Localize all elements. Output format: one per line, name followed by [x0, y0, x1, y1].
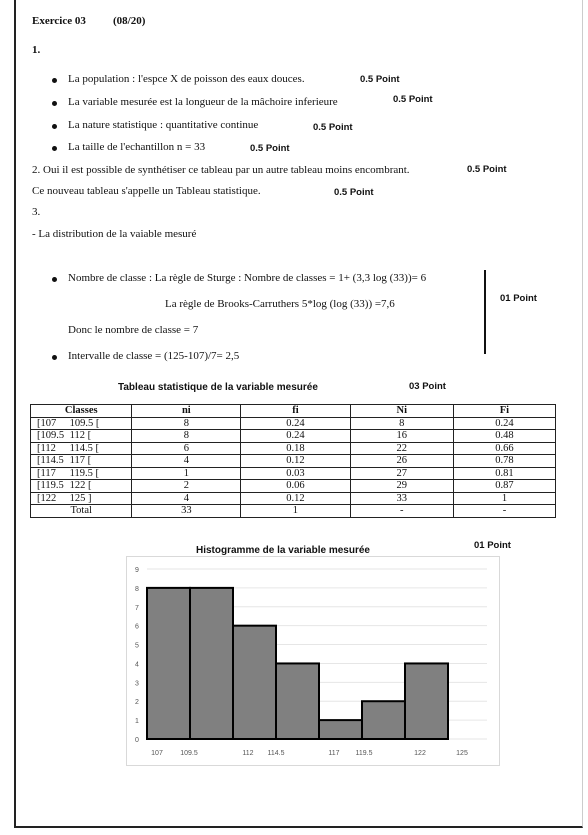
- class-cell: [112 114.5 [: [31, 442, 132, 455]
- x-tick-label: 122: [414, 750, 426, 757]
- y-tick-label: 4: [135, 661, 139, 669]
- histogram-bar: [405, 663, 448, 739]
- histogram-chart: [127, 557, 499, 765]
- q2-points-1: 0.5 Point: [467, 164, 507, 175]
- fi-cell: 0.12: [241, 455, 350, 468]
- ni-cell: 8: [132, 430, 241, 443]
- table-title: Tableau statistique de la variable mesurée: [118, 382, 318, 393]
- bullet-icon: [52, 355, 57, 360]
- col-classes: Classes: [31, 405, 132, 418]
- class-cell: [114.5 117 [: [31, 455, 132, 468]
- bullet-icon: [52, 124, 57, 129]
- histogram-chart-box: [126, 556, 500, 766]
- x-tick-label: 125: [456, 750, 468, 757]
- Ni-cell: 27: [350, 467, 453, 480]
- table-row: [31, 455, 556, 468]
- histogram-bar: [233, 626, 276, 739]
- ni-cell: 4: [132, 455, 241, 468]
- table-row: [31, 492, 556, 505]
- brooks-rule: La règle de Brooks-Carruthers 5*log (log (33)) =7,6: [165, 298, 395, 310]
- x-tick-label: 114.5: [267, 750, 285, 757]
- q1-sample-size: La taille de l'echantillon n = 33: [68, 141, 206, 153]
- y-tick-label: 3: [135, 680, 139, 688]
- y-tick-label: 0: [135, 737, 139, 744]
- histogram-bar: [362, 701, 405, 739]
- q2-points-2: 0.5 Point: [334, 187, 374, 198]
- class-count: Donc le nombre de classe = 7: [68, 324, 199, 336]
- fi-cell: 0.24: [241, 430, 350, 443]
- ni-cell: 1: [132, 467, 241, 480]
- total-label: Total: [31, 505, 132, 518]
- bullet-icon: [52, 277, 57, 282]
- Fi-cell: 0.87: [453, 480, 555, 493]
- statistical-table: [30, 404, 556, 518]
- bullet-icon: [52, 101, 57, 106]
- bracket-line: [484, 270, 486, 354]
- table-row: [31, 442, 556, 455]
- ni-cell: 2: [132, 480, 241, 493]
- q2-answer: 2. Oui il est possible de synthétiser ce tableau par un autre tableau moins encombrant.: [32, 164, 410, 176]
- histogram-bar: [147, 588, 190, 739]
- table-total-row: [31, 505, 556, 518]
- y-tick-label: 7: [135, 604, 139, 612]
- Ni-cell: 26: [350, 455, 453, 468]
- Ni-cell: 8: [350, 417, 453, 430]
- q1-population: La population : l'espce X de poisson des eaux douces.: [68, 73, 305, 85]
- ni-cell: 4: [132, 492, 241, 505]
- table-row: [31, 467, 556, 480]
- Ni-cell: 33: [350, 492, 453, 505]
- table-row: [31, 417, 556, 430]
- histogram-bar: [319, 720, 362, 739]
- histogram-bar: [276, 663, 319, 739]
- ni-cell: 6: [132, 442, 241, 455]
- q1-points-3: 0.5 Point: [313, 122, 353, 133]
- q3-points: 01 Point: [500, 293, 537, 304]
- total-Fi: -: [453, 505, 555, 518]
- class-cell: [119.5 122 [: [31, 480, 132, 493]
- y-tick-label: 5: [135, 642, 139, 650]
- Fi-cell: 0.48: [453, 430, 555, 443]
- Fi-cell: 0.81: [453, 467, 555, 480]
- Fi-cell: 0.66: [453, 442, 555, 455]
- exercise-score: (08/20): [113, 15, 146, 27]
- histogram-points: 01 Point: [474, 540, 511, 551]
- q2-table-name: Ce nouveau tableau s'appelle un Tableau statistique.: [32, 185, 261, 197]
- exercise-title: Exercice 03: [32, 15, 86, 27]
- Ni-cell: 29: [350, 480, 453, 493]
- q1-points-4: 0.5 Point: [250, 143, 290, 154]
- table-row: [31, 430, 556, 443]
- class-cell: [107 109.5 [: [31, 417, 132, 430]
- bullet-icon: [52, 146, 57, 151]
- q1-points-2: 0.5 Point: [393, 94, 433, 105]
- ni-cell: 8: [132, 417, 241, 430]
- table-row: [31, 480, 556, 493]
- y-tick-label: 8: [135, 585, 139, 593]
- fi-cell: 0.03: [241, 467, 350, 480]
- x-tick-label: 112: [242, 750, 254, 757]
- y-tick-label: 9: [135, 567, 139, 574]
- class-cell: [122 125 ]: [31, 492, 132, 505]
- bullet-icon: [52, 78, 57, 83]
- fi-cell: 0.24: [241, 417, 350, 430]
- total-Ni: -: [350, 505, 453, 518]
- Ni-cell: 16: [350, 430, 453, 443]
- Ni-cell: 22: [350, 442, 453, 455]
- class-cell: [117 119.5 [: [31, 467, 132, 480]
- x-tick-label: 107: [151, 750, 163, 757]
- y-tick-label: 1: [135, 718, 139, 726]
- y-tick-label: 2: [135, 699, 139, 707]
- col-Ni: Ni: [350, 405, 453, 418]
- total-fi: 1: [241, 505, 350, 518]
- col-fi: fi: [241, 405, 350, 418]
- Fi-cell: 1: [453, 492, 555, 505]
- col-ni: ni: [132, 405, 241, 418]
- q3-subtitle: - La distribution de la vaiable mesuré: [32, 228, 197, 240]
- Fi-cell: 0.78: [453, 455, 555, 468]
- fi-cell: 0.18: [241, 442, 350, 455]
- col-Fi: Fi: [453, 405, 555, 418]
- sturge-rule: Nombre de classe : La règle de Sturge : Nombre de classes = 1+ (3,3 log (33))= 6: [68, 272, 427, 284]
- total-ni: 33: [132, 505, 241, 518]
- q1-variable: La variable mesurée est la longueur de la mâchoire inferieure: [68, 96, 338, 108]
- class-cell: [109.5 112 [: [31, 430, 132, 443]
- q3-number: 3.: [32, 206, 41, 218]
- fi-cell: 0.12: [241, 492, 350, 505]
- y-tick-label: 6: [135, 623, 139, 631]
- q1-number: 1.: [32, 44, 41, 56]
- histogram-title: Histogramme de la variable mesurée: [196, 545, 370, 556]
- x-tick-label: 119.5: [355, 750, 373, 757]
- class-interval: Intervalle de classe = (125-107)/7= 2,5: [68, 350, 240, 362]
- Fi-cell: 0.24: [453, 417, 555, 430]
- table-header-row: [31, 405, 556, 418]
- histogram-bar: [190, 588, 233, 739]
- x-tick-label: 117: [328, 750, 340, 757]
- x-tick-label: 109.5: [180, 750, 198, 757]
- table-points: 03 Point: [409, 381, 446, 392]
- q1-nature: La nature statistique : quantitative continue: [68, 119, 259, 131]
- fi-cell: 0.06: [241, 480, 350, 493]
- q1-points-1: 0.5 Point: [360, 74, 400, 85]
